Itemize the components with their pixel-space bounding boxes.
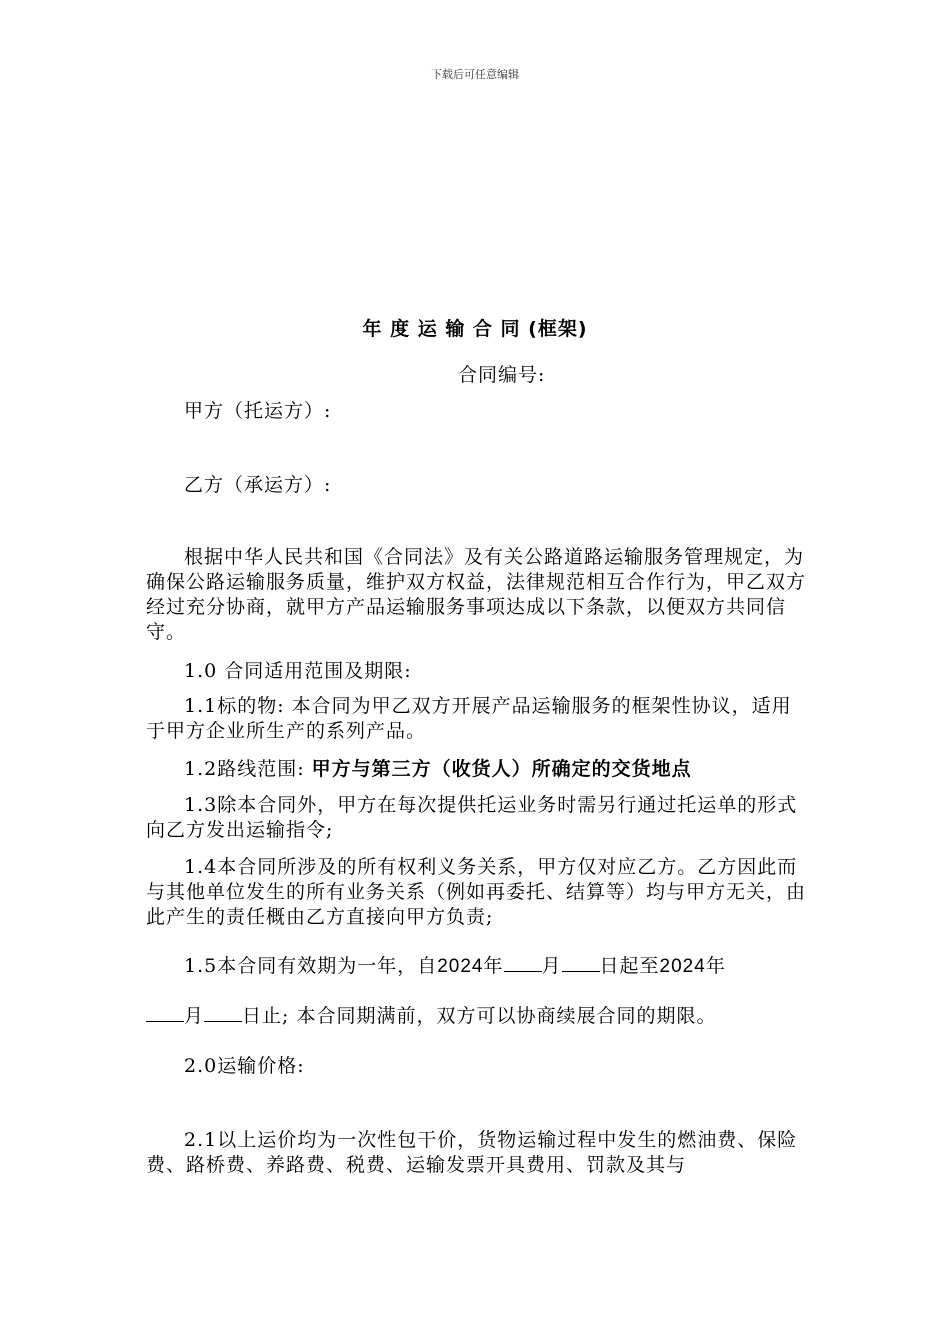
start-year-unit: 年	[483, 955, 504, 977]
clause-1-5-line-2	[146, 1003, 716, 1029]
clause-1-4: 1.4本合同所涉及的所有权利义务关系，甲方仅对应乙方。乙方因此而与其他单位发生的所有业务关系（例如再委托、结算等）均与甲方无关，由此产生的责任概由乙方直接向甲方负责;	[146, 856, 807, 928]
clause-1-2-value: 甲方与第三方（收货人）所确定的交货地点	[311, 758, 692, 780]
end-month-blank[interactable]	[146, 1005, 184, 1022]
start-year: 2024	[437, 956, 484, 977]
contract-number-label: 合同编号:	[458, 364, 546, 386]
clause-1-5-line-1	[184, 953, 726, 980]
document-title: 年 度 运 输 合 同 (框架)	[362, 318, 588, 340]
start-month-unit: 月	[541, 955, 562, 977]
end-year: 2024	[659, 956, 706, 977]
end-year-unit: 年	[705, 955, 726, 977]
clause-2-1: 2.1以上运价均为一次性包干价，货物运输过程中发生的燃油费、保险费、路桥费、养路费、税费、运输发票开具费用、罚款及其与	[146, 1129, 798, 1176]
end-day-blank[interactable]	[204, 1005, 242, 1022]
clause-1-3: 1.3除本合同外，甲方在每次提供托运业务时需另行通过托运单的形式向乙方发出运输指令;	[146, 794, 798, 841]
end-day-unit: 日止; 本合同期满前，双方可以协商续展合同的期限。	[242, 1005, 717, 1027]
clause-1-2-label: 1.2路线范围:	[184, 758, 305, 780]
clause-1-2	[184, 756, 692, 782]
clause-1-5-text: 1.5本合同有效期为一年，自	[184, 955, 438, 977]
party-a-label: 甲方（托运方）:	[184, 400, 332, 422]
section-2-heading: 2.0运输价格:	[184, 1055, 305, 1077]
start-day-blank[interactable]	[562, 955, 600, 972]
clause-1-1: 1.1标的物: 本合同为甲乙双方开展产品运输服务的框架性协议，适用于甲方企业所生产的系列产品。	[146, 695, 792, 742]
party-b-label: 乙方（承运方）:	[184, 474, 332, 496]
header-note: 下载后可任意编辑	[431, 68, 519, 81]
section-1-heading: 1.0 合同适用范围及期限:	[184, 660, 412, 682]
start-month-blank[interactable]	[504, 955, 542, 972]
start-day-unit: 日起至	[599, 955, 660, 977]
intro-paragraph: 根据中华人民共和国《合同法》及有关公路道路运输服务管理规定，为确保公路运输服务质量，维护双方权益，法律规范相互合作行为，甲乙双方经过充分协商，就甲方产品运输服务事项达成以下条款，以便双方共同信守。	[146, 546, 807, 643]
end-month-unit: 月	[184, 1005, 205, 1027]
